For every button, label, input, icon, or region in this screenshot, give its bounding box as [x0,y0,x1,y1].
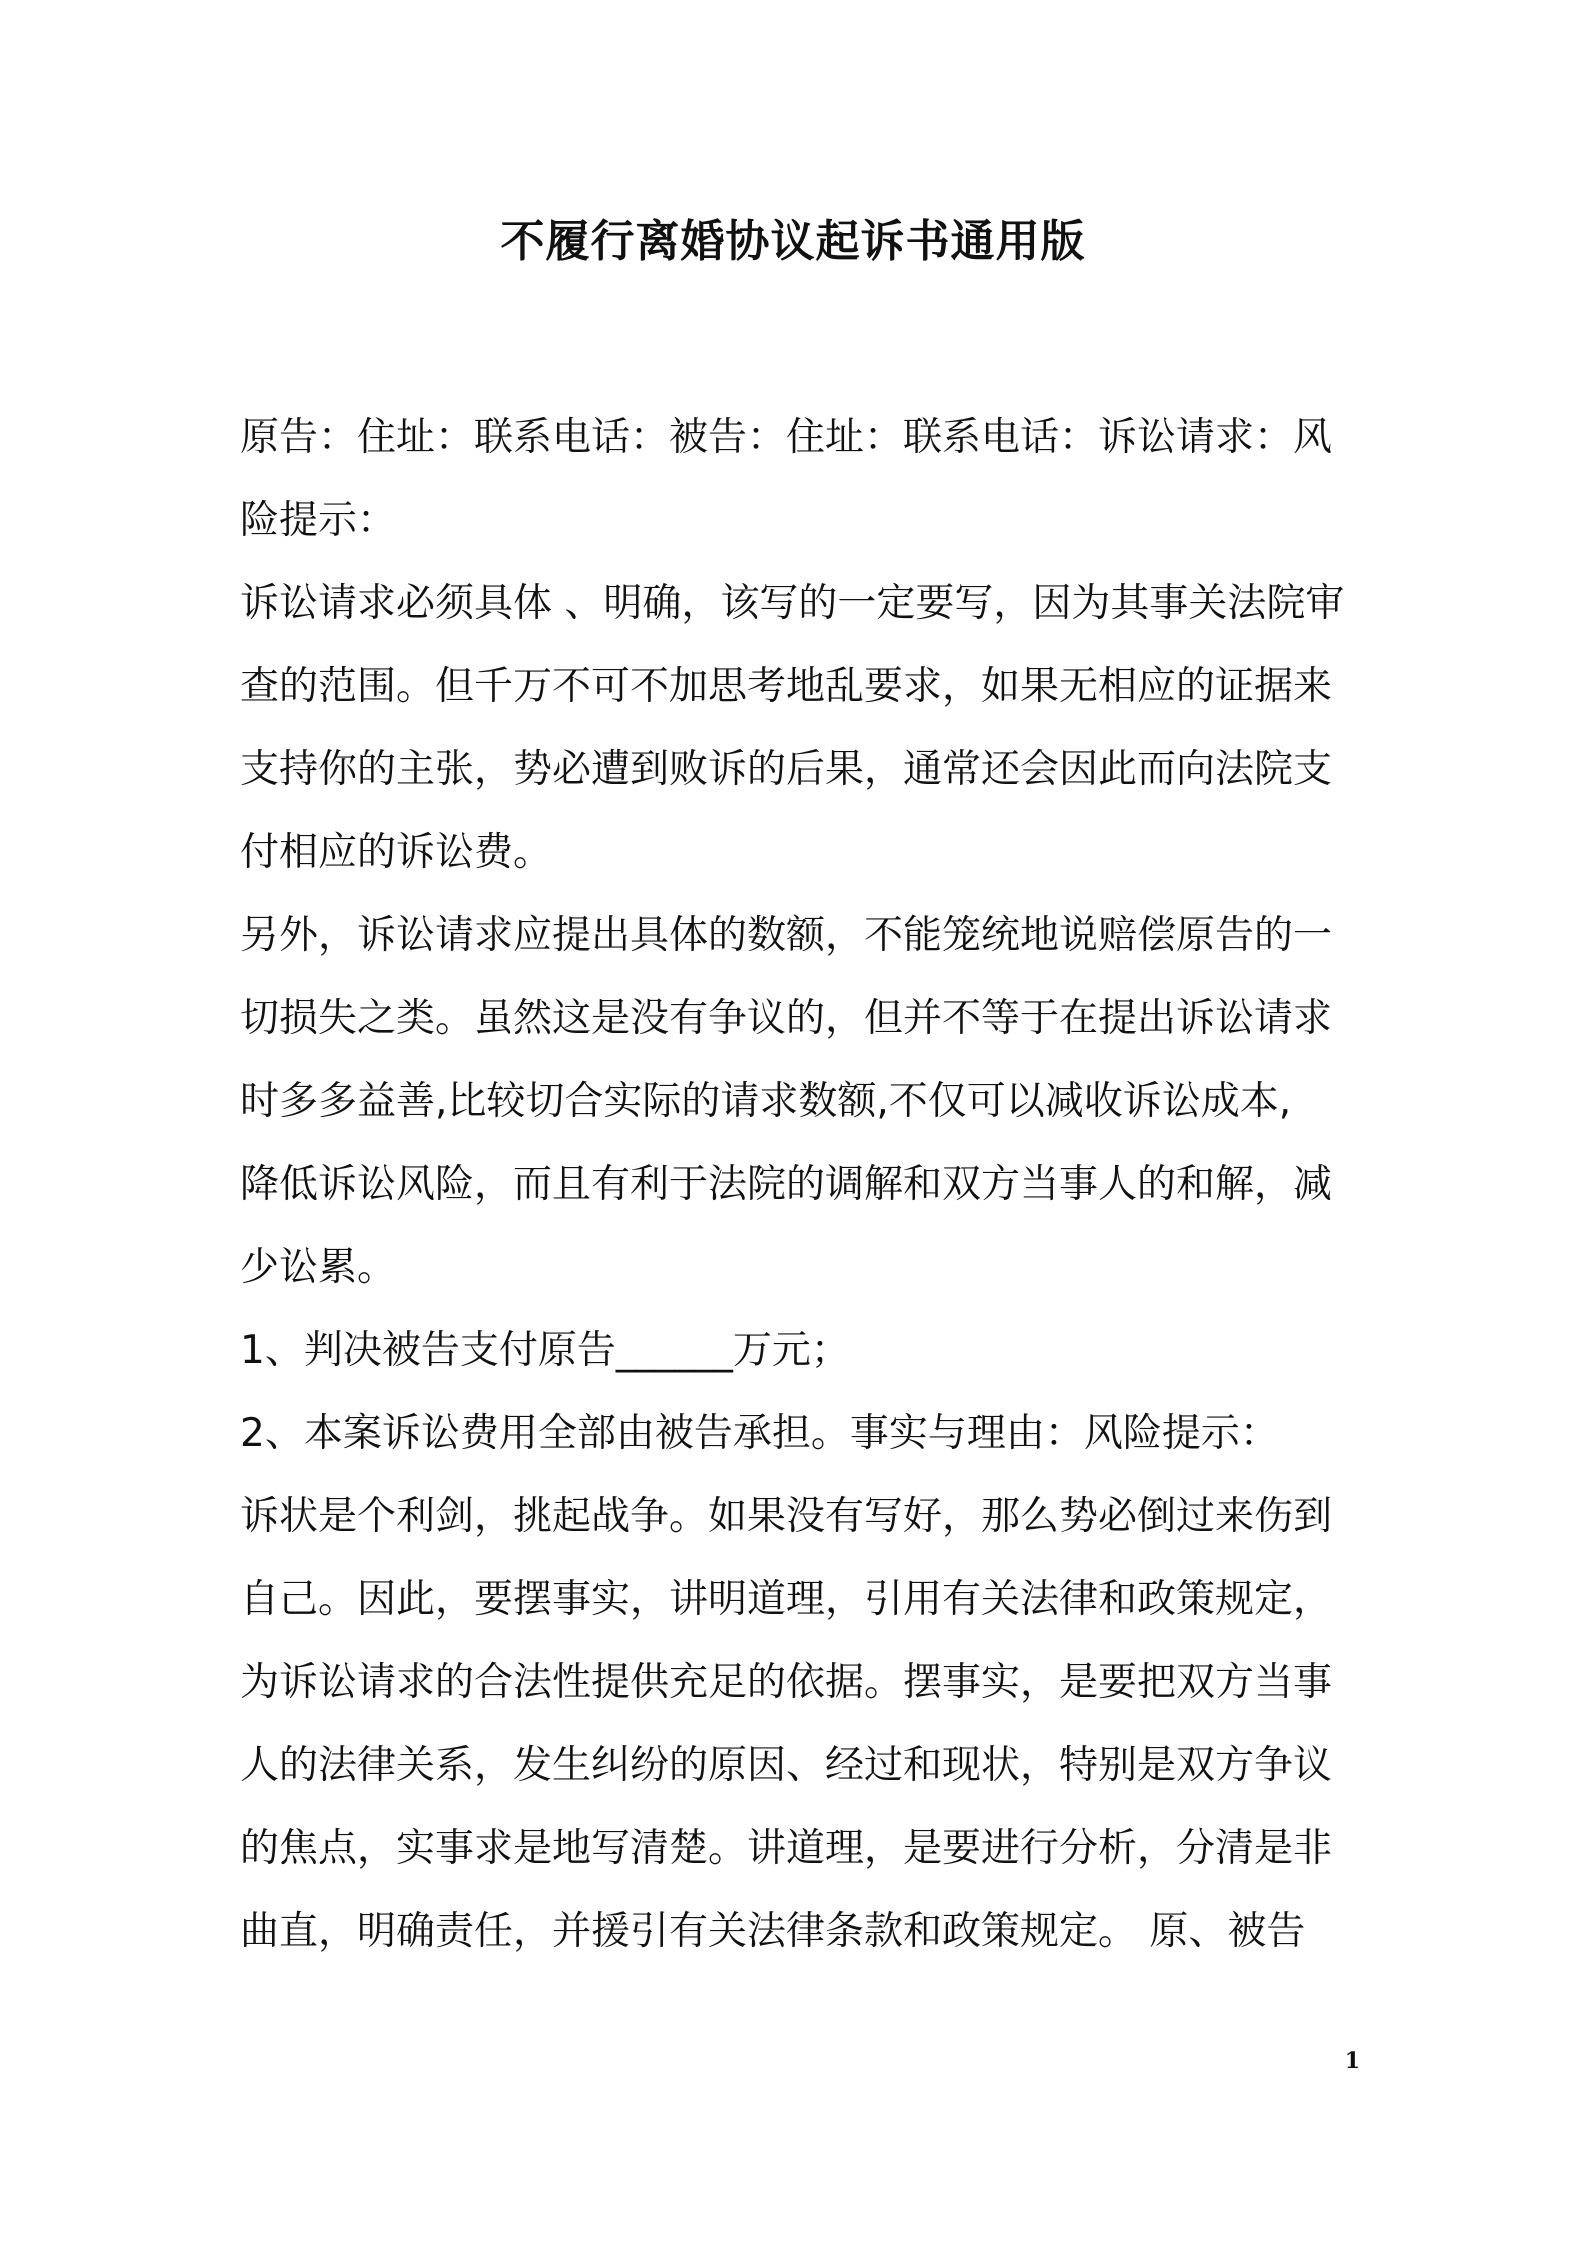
list-item: 1、判决被告支付原告______万元； [240,1328,850,1373]
body-line: 曲直，明确责任，并援引有关法律条款和政策规定。 原、被告 [240,1909,1306,1954]
page-number: 1 [1344,2048,1360,2074]
document-body [240,396,1352,1973]
body-line: 为诉讼请求的合法性提供充足的依据。摆事实，是要把双方当事 [240,1660,1333,1705]
body-line: 时多多益善,比较切合实际的请求数额,不仅可以减收诉讼成本, [240,1079,1292,1124]
body-line: 险提示： [240,498,397,543]
body-line: 付相应的诉讼费。 [240,830,553,875]
body-line: 原告：住址：联系电话：被告：住址：联系电话：诉讼请求：风 [240,415,1333,460]
body-line: 诉状是个利剑，挑起战争。如果没有写好，那么势必倒过来伤到 [240,1494,1333,1539]
body-line: 切损失之类。虽然这是没有争议的，但并不等于在提出诉讼请求 [240,996,1333,1041]
document-title: 不履行离婚协议起诉书通用版 [500,216,1086,267]
body-line: 支持你的主张，势必遭到败诉的后果，通常还会因此而向法院支 [240,747,1333,792]
body-line: 降低诉讼风险，而且有利于法院的调解和双方当事人的和解，减 [240,1162,1333,1207]
body-line: 诉讼请求必须具体 、明确，该写的一定要写，因为其事关法院审 [240,581,1345,626]
body-line: 另外，诉讼请求应提出具体的数额，不能笼统地说赔偿原告的一 [240,913,1333,958]
body-line: 查的范围。但千万不可不加思考地乱要求，如果无相应的证据来 [240,664,1333,709]
body-line: 少讼累。 [240,1245,397,1290]
list-item: 2、本案诉讼费用全部由被告承担。事实与理由：风险提示： [240,1411,1279,1456]
body-line: 自己。因此，要摆事实，讲明道理，引用有关法律和政策规定， [240,1577,1333,1622]
body-line: 人的法律关系，发生纠纷的原因、经过和现状，特别是双方争议 [240,1743,1333,1788]
body-line: 的焦点，实事求是地写清楚。讲道理，是要进行分析，分清是非 [240,1826,1333,1871]
